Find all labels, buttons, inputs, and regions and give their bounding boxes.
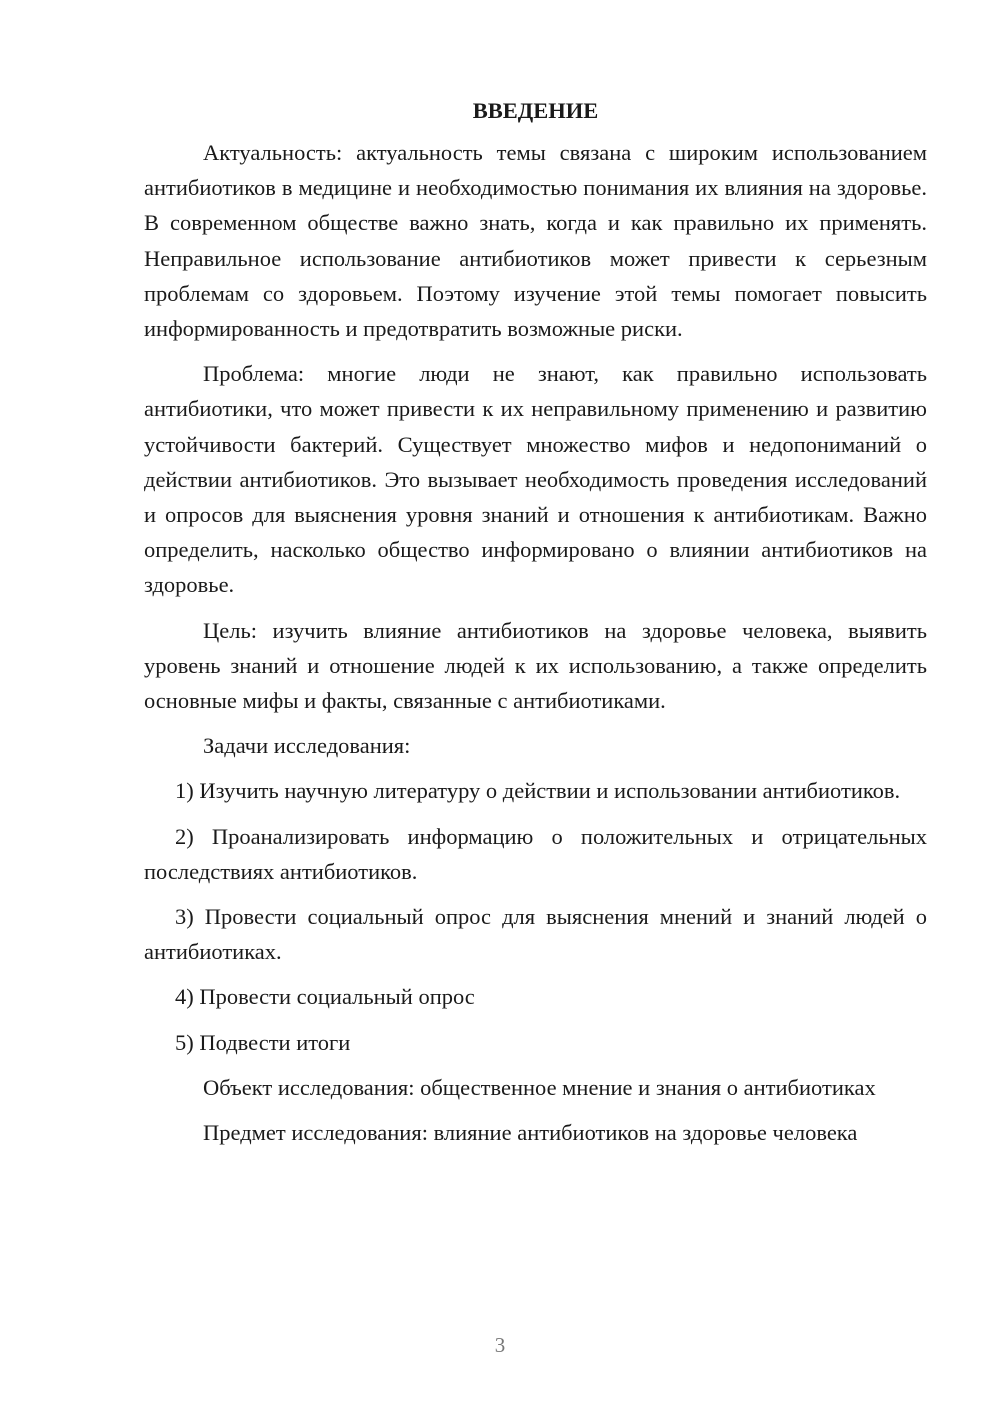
task-item-4: 4) Провести социальный опрос bbox=[175, 984, 475, 1010]
task-item-5: 5) Подвести итоги bbox=[175, 1029, 351, 1055]
task-item-3: 3) Провести социальный опрос для выяснения мнений и знаний людей о антибиотиках. bbox=[144, 904, 927, 965]
document-page bbox=[144, 96, 927, 1150]
page-number: 3 bbox=[494, 1333, 506, 1357]
section-title: ВВЕДЕНИЕ bbox=[472, 98, 599, 123]
relevance-paragraph: Актуальность: актуальность темы связана с широким использованием антибиотиков в медицине и необходимостью понимания их влияния на здоровье. В современном обществе важно знать, когда и как правильно их применять. Неправильное использование антибиотиков может привести к серьезным проблемам со здоровьем. Поэтому изучение этой темы помогает повысить информированность и предотвратить возможные риски. bbox=[144, 140, 927, 342]
tasks-heading: Задачи исследования: bbox=[203, 733, 411, 759]
problem-paragraph: Проблема: многие люди не знают, как правильно использовать антибиотики, что может привести к их неправильному применению и развитию устойчивости бактерий. Существует множество мифов и недопониманий о действии антибиотиков. Это вызывает необходимость проведения исследований и опросов для выяснения уровня знаний и отношения к антибиотикам. Важно определить, насколько общество информировано о влиянии антибиотиков на здоровье. bbox=[144, 361, 927, 598]
task-item-2: 2) Проанализировать информацию о положительных и отрицательных последствиях антибиотиков. bbox=[144, 823, 927, 884]
goal-paragraph: Цель: изучить влияние антибиотиков на здоровье человека, выявить уровень знаний и отношение людей к их использованию, а также определить основные мифы и факты, связанные с антибиотиками. bbox=[144, 617, 927, 714]
research-object-paragraph: Объект исследования: общественное мнение и знания о антибиотиках bbox=[203, 1074, 876, 1100]
task-item-1: 1) Изучить научную литературу о действии и использовании антибиотиков. bbox=[175, 778, 901, 804]
research-subject-paragraph: Предмет исследования: влияние антибиотиков на здоровье человека bbox=[203, 1120, 858, 1146]
